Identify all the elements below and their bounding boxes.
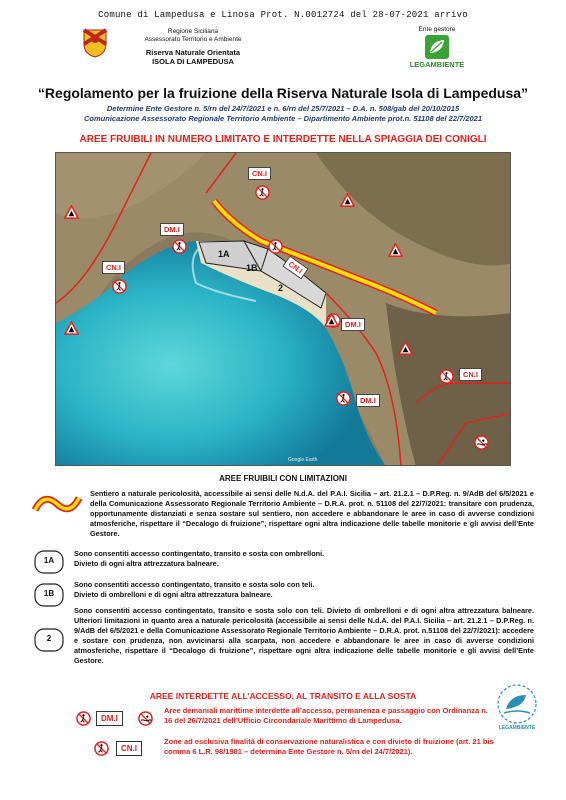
zone-1b-legend-text [74, 580, 494, 600]
region-header [118, 28, 268, 66]
region-name: Regione Siciliana [167, 28, 219, 35]
region-department: Assessorato Territorio e Ambiente [144, 36, 242, 43]
zone-1b-line-2: Divieto di ombrelloni e di ogni altra attrezzatura balneare. [74, 590, 273, 599]
zone-2-badge-label: 2 [46, 634, 52, 643]
dm-legend-tag: DM.I [96, 711, 123, 726]
cn-legend-tag: CN.I [116, 741, 142, 756]
no-walking-icon [94, 741, 109, 756]
zone-label-1b: 1B [246, 263, 258, 273]
prohibited-areas-heading: AREE INTERDETTE ALL’ACCESSO, AL TRANSITO E ALLA SOSTA [149, 691, 417, 701]
zone-1b-line-1: Sono consentiti accesso contingentato, transito e sosta solo con teli. [74, 580, 315, 589]
dm-legend-text: Aree demaniali marittime interdette all’accesso, permanenza e passaggio con Ordinanza n. 16 del 26/7/2021 dell’Ufficio Circondariale Marittimo di Lampedusa. [164, 706, 488, 725]
zone-1a-legend-text [74, 549, 494, 569]
map-tag-cn-path: CN.I [282, 256, 308, 280]
map-attribution: Google Earth [288, 457, 318, 463]
reserve-line-1: Riserva Naturale Orientata [145, 48, 241, 57]
no-walking-icon [112, 279, 127, 294]
no-walking-icon [439, 369, 454, 384]
legambiente-logo-text: LEGAMBIENTE [498, 725, 536, 731]
legambiente-circle-logo-icon [496, 683, 538, 725]
subtitle-determine: Determine Ente Gestore n. 5/rn del 24/7/2021 e n. 6/rn del 25/7/2021 – D.A. n. 508/gab del 20/10/2015 [106, 104, 460, 113]
path-legend-icon [32, 490, 82, 518]
no-swimming-icon [138, 711, 153, 726]
map-image [56, 153, 511, 466]
areas-heading: AREE FRUIBILI IN NUMERO LIMITATO E INTERDETTE NELLA SPIAGGIA DEI CONIGLI [79, 134, 487, 145]
map-tag-dm-left: DM.I [160, 223, 184, 236]
zone-label-2: 2 [278, 283, 284, 293]
limited-areas-heading: AREE FRUIBILI CON LIMITAZIONI [219, 474, 347, 483]
beach-map [55, 152, 511, 466]
zone-2-legend-text: Sono consentiti accesso contingentato, transito e sosta solo con teli. Divieto di ombrelloni e di ogni altra attrezzatura balneare. Ulteriori limitazioni in quanto area a naturale pericolosità (accessibile ai sensi delle N.d.A. del P.A.I. Sicilia – art. 21.2.1 – D.P.Reg. n. 9/AdB del 6/5/2021 e della Comunicazione Assessorato Regionale Territorio Ambiente – D.R.A. prot. n.51108 del 22/7/2021): accedere e sostare con prudenza, non avvicinarsi alla scarpata, non accedere e abbandonare le aree in caso di avverse condizioni atmosferiche, rispettare il “Decalogo di fruizione”, rispettare ogni altra indicazione delle tabelle monitorie e gli avvisi dell’Ente Gestore. [74, 606, 534, 665]
legambiente-leaf-icon [425, 35, 449, 59]
manager-header [402, 26, 472, 69]
reserve-name [118, 48, 268, 66]
map-tag-cn-top: CN.I [248, 167, 271, 180]
no-walking-icon [172, 239, 187, 254]
map-tag-cn-left: CN.I [102, 261, 125, 274]
no-walking-icon [76, 711, 91, 726]
no-walking-icon [336, 391, 351, 406]
falling-rocks-warning-icon [64, 321, 79, 336]
zone-1a-line-2: Divieto di ogni altra attrezzatura balneare. [74, 559, 219, 568]
manager-label: Ente gestore [418, 26, 456, 33]
falling-rocks-warning-icon [388, 243, 403, 258]
falling-rocks-warning-icon [398, 341, 413, 356]
map-tag-dm-right: DM.I [341, 318, 365, 331]
falling-rocks-warning-icon [64, 205, 79, 220]
map-tag-dm-bottom: DM.I [356, 394, 380, 407]
zone-1b-badge [34, 583, 64, 607]
zone-1a-line-1: Sono consentiti accesso contingentato, transito e sosta con ombrelloni. [74, 549, 325, 558]
zone-1a-badge-label: 1A [43, 556, 55, 565]
manager-name: LEGAMBIENTE [409, 60, 465, 69]
reserve-line-2: ISOLA DI LAMPEDUSA [152, 57, 234, 66]
zone-1b-badge-label: 1B [43, 589, 55, 598]
no-walking-icon [268, 239, 283, 254]
falling-rocks-warning-icon [340, 193, 355, 208]
no-swimming-icon [474, 435, 489, 450]
zone-2-badge [34, 628, 64, 652]
path-legend-text: Sentiero a naturale pericolosità, accessibile ai sensi delle N.d.A. del P.A.I. Sicilia – art. 21.2.1 – D.P.Reg. n. 9/AdB del 6/5/2021 e della Comunicazione Assessorato Regionale Territorio Ambiente – D.R.A. prot. n. 51108 del 22/7/2021: transitare con prudenza, opportunamente distanziati e senza sostare sul sentiero, non accedere e abbandonare le aree in caso di avverse condizioni atmosferiche, rispettare il “Decalogo di fruizione”, rispettare ogni altra indicazione delle tabelle monitorie e gli avvisi dell’Ente Gestore. [90, 489, 534, 538]
subtitle-communication: Comunicazione Assessorato Regionale Territorio Ambiente – Dipartimento Ambiente prot.n. 51108 del 22/7/2021 [83, 114, 483, 123]
protocol-stamp: Comune di Lampedusa e Linosa Prot. N.0012724 del 28-07-2021 arrivo [98, 10, 468, 20]
page-title: “Regolamento per la fruizione della Riserva Naturale Isola di Lampedusa” [37, 85, 529, 101]
map-tag-cn-right: CN.I [459, 368, 482, 381]
no-walking-icon [255, 185, 270, 200]
cn-legend-text: Zone ad esclusiva finalità di conservazione naturalistica e con divieto di fruizione (art. 21 bis comma 6 L.R. 98/1981 – determina Ente Gestore n. 5/rn del 24/7/2021). [164, 737, 494, 756]
region-crest-icon [82, 28, 108, 58]
falling-rocks-warning-icon [324, 313, 339, 328]
zone-1a-badge [34, 550, 64, 574]
zone-label-1a: 1A [218, 249, 230, 259]
